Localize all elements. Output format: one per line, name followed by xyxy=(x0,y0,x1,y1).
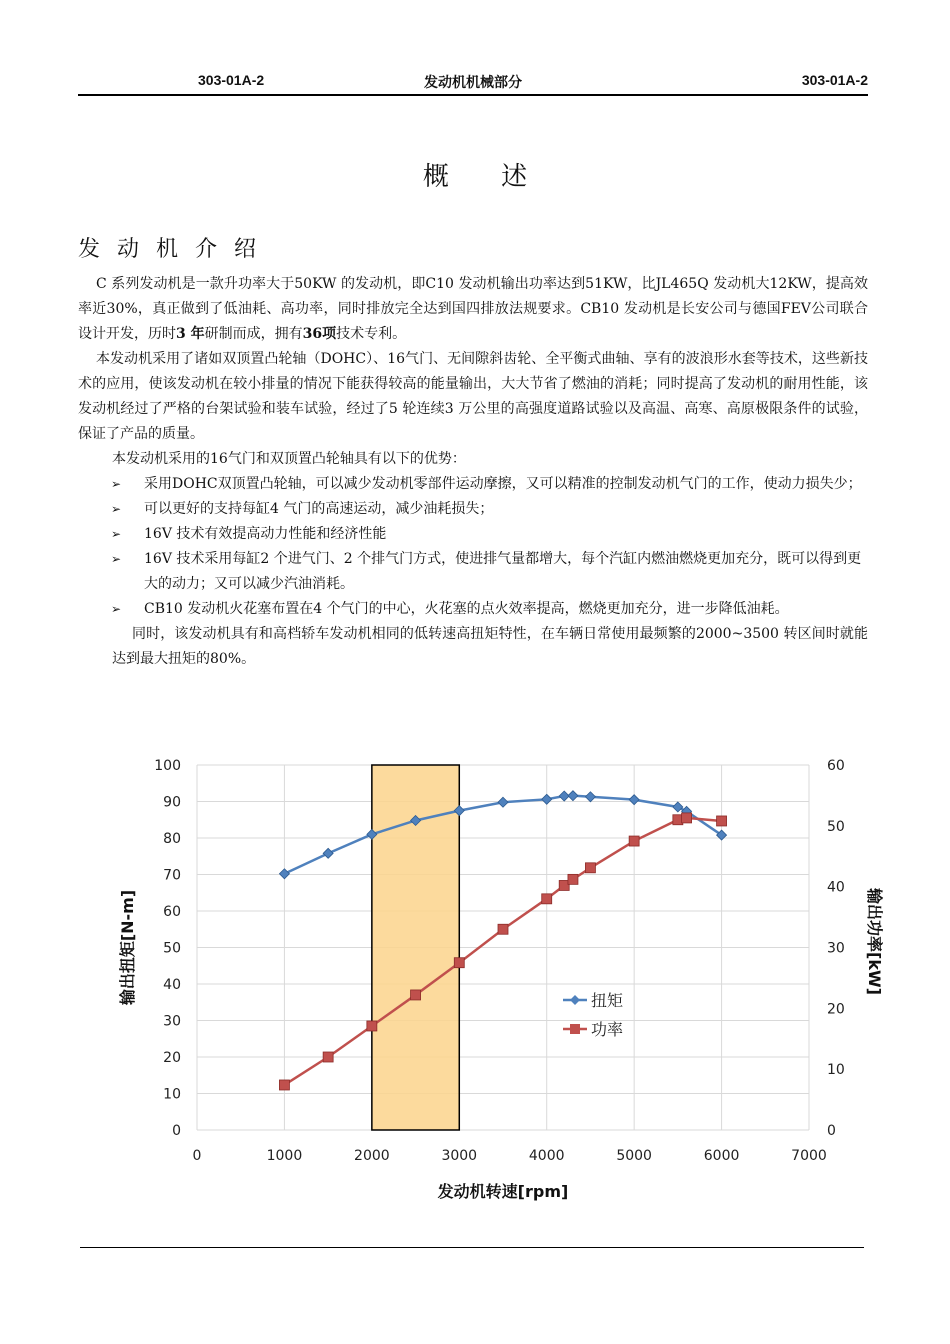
x-tick-label: 4000 xyxy=(528,1148,565,1164)
torque-data-point xyxy=(629,795,639,805)
header-doc-code-right: 303-01A-2 xyxy=(801,72,868,88)
y-tick-label: 40 xyxy=(163,977,181,993)
legend-diamond-marker xyxy=(570,995,580,1005)
power-data-point xyxy=(454,958,464,968)
x-tick-label: 5000 xyxy=(616,1148,652,1164)
legend-square-marker xyxy=(570,1024,580,1034)
bullet-item xyxy=(78,522,868,547)
paragraph-intro xyxy=(78,272,868,347)
torque-data-point xyxy=(542,794,552,804)
bullet-item xyxy=(78,497,868,522)
section-heading: 发 动 机 介 绍 xyxy=(78,237,261,262)
paragraph-technology: 本发动机采用了诸如双顶置凸轮轴（DOHC）、16气门、无间隙斜齿轮、全平衡式曲轴、享有的波浪形水套等技术，这些新技术的应用，使该发动机在较小排量的情况下能获得较高的能量输出，大大节省了燃油的消耗；同时提高了发动机的耐用性能，该发动机经过了严格的台架试验和装车试验，经过了5 轮连续3 万公里的高强度道路试验以及高温、高寒、高原极限条件的试验，保证了产品的质量。 xyxy=(78,351,868,442)
bullet-text: 16V 技术有效提高动力性能和经济性能 xyxy=(144,526,387,542)
x-tick-label: 6000 xyxy=(703,1148,740,1164)
torque-data-point xyxy=(559,791,569,801)
body-text xyxy=(78,272,868,672)
y2-axis-title: 输出功率[kW] xyxy=(865,888,884,995)
y-tick-label: 10 xyxy=(163,1086,181,1103)
x-tick-label: 1000 xyxy=(266,1148,303,1164)
bullet-arrow-icon: ➢ xyxy=(111,477,122,491)
torque-data-point xyxy=(673,802,683,812)
y2-tick-label: 0 xyxy=(827,1123,836,1139)
x-tick-label: 3000 xyxy=(441,1148,478,1164)
paragraph-intro-mid: 研制而成，拥有 xyxy=(204,326,303,342)
page-header xyxy=(78,72,868,96)
power-data-point xyxy=(498,924,508,934)
y-tick-label: 0 xyxy=(172,1123,181,1139)
page-title: 概 述 xyxy=(422,162,550,192)
y2-tick-label: 60 xyxy=(827,758,845,774)
power-data-point xyxy=(585,863,595,873)
x-tick-label: 2000 xyxy=(354,1148,390,1164)
x-tick-label: 0 xyxy=(192,1148,202,1164)
bullet-item xyxy=(78,547,868,597)
paragraph-torque-note: 同时，该发动机具有和高档轿车发动机相同的低转速高扭矩特性，在车辆日常使用最频繁的2000~3500 转区间时就能达到最大扭矩的80%。 xyxy=(112,626,868,667)
power-data-point xyxy=(629,836,639,846)
y2-tick-label: 40 xyxy=(827,879,845,896)
power-data-point xyxy=(717,816,727,826)
series-line-power xyxy=(284,818,721,1085)
y2-tick-label: 30 xyxy=(827,940,845,957)
paragraph-advantages-lead: 本发动机采用的16气门和双顶置凸轮轴具有以下的优势： xyxy=(112,451,466,467)
bold-years: 3 年 xyxy=(176,326,205,342)
y-tick-label: 90 xyxy=(163,794,181,811)
power-data-point xyxy=(323,1052,333,1062)
power-data-point xyxy=(568,874,578,884)
legend-label: 功率 xyxy=(591,1020,624,1039)
torque-data-point xyxy=(323,848,333,858)
torque-power-chart xyxy=(100,752,884,1216)
bullet-text: CB10 发动机火花塞布置在4 个气门的中心，火花塞的点火效率提高，燃烧更加充分，进一步降低油耗。 xyxy=(144,601,789,617)
x-axis-title: 发动机转速[rpm] xyxy=(437,1182,569,1201)
bold-patents: 36项 xyxy=(302,326,337,342)
bullet-arrow-icon: ➢ xyxy=(111,527,122,541)
power-data-point xyxy=(279,1080,289,1090)
torque-data-point xyxy=(498,797,508,807)
bullet-arrow-icon: ➢ xyxy=(111,502,122,516)
paragraph-intro-end: 技术专利。 xyxy=(336,326,407,342)
bullet-item xyxy=(78,472,868,497)
torque-data-point xyxy=(279,869,289,879)
paragraph-intro-text: C 系列发动机是一款升功率大于50KW 的发动机，即C10 发动机输出功率达到51KW，比JL465Q 发动机大12KW，提高效率近30%，真正做到了低油耗、高功率，同时排放完全达到国四排放法规要求。CB10 发动机是长安公司与德国FEV公司联合设计开发，历时 xyxy=(78,276,868,342)
bullet-arrow-icon: ➢ xyxy=(111,552,122,566)
header-doc-code-left: 303-01A-2 xyxy=(198,72,265,88)
power-data-point xyxy=(682,813,692,823)
power-data-point xyxy=(542,894,552,904)
y2-tick-label: 50 xyxy=(827,818,845,835)
torque-data-point xyxy=(568,791,578,801)
header-section-name: 发动机机械部分 xyxy=(424,74,522,90)
chart-svg xyxy=(100,752,884,1212)
bullet-arrow-icon: ➢ xyxy=(111,602,122,616)
power-data-point xyxy=(367,1021,377,1031)
y2-tick-label: 10 xyxy=(827,1062,845,1079)
y2-tick-label: 20 xyxy=(827,1001,845,1018)
bullet-item xyxy=(78,597,868,622)
y-tick-label: 50 xyxy=(163,940,181,957)
y-tick-label: 100 xyxy=(154,758,181,774)
power-data-point xyxy=(411,990,421,1000)
bullet-text: 可以更好的支持每缸4 气门的高速运动，减少油耗损失； xyxy=(144,501,494,517)
y-tick-label: 30 xyxy=(163,1013,181,1030)
legend-label: 扭矩 xyxy=(591,991,624,1010)
bullet-text: 采用DOHC双顶置凸轮轴，可以减少发动机零部件运动摩擦，又可以精准的控制发动机气门的工作，使动力损失少； xyxy=(144,476,862,492)
y-tick-label: 80 xyxy=(163,831,181,847)
x-tick-label: 7000 xyxy=(791,1148,827,1164)
y-tick-label: 20 xyxy=(163,1050,181,1066)
y-tick-label: 70 xyxy=(163,867,181,884)
y-tick-label: 60 xyxy=(163,904,181,920)
footer-rule xyxy=(80,1247,864,1248)
y-axis-title: 输出扭矩[N-m] xyxy=(118,889,137,1006)
torque-data-point xyxy=(585,792,595,802)
bullet-text: 16V 技术采用每缸2 个进气门、2 个排气门方式，使进排气量都增大，每个汽缸内燃油燃烧更加充分，既可以得到更大的动力；又可以减少汽油消耗。 xyxy=(144,551,862,592)
